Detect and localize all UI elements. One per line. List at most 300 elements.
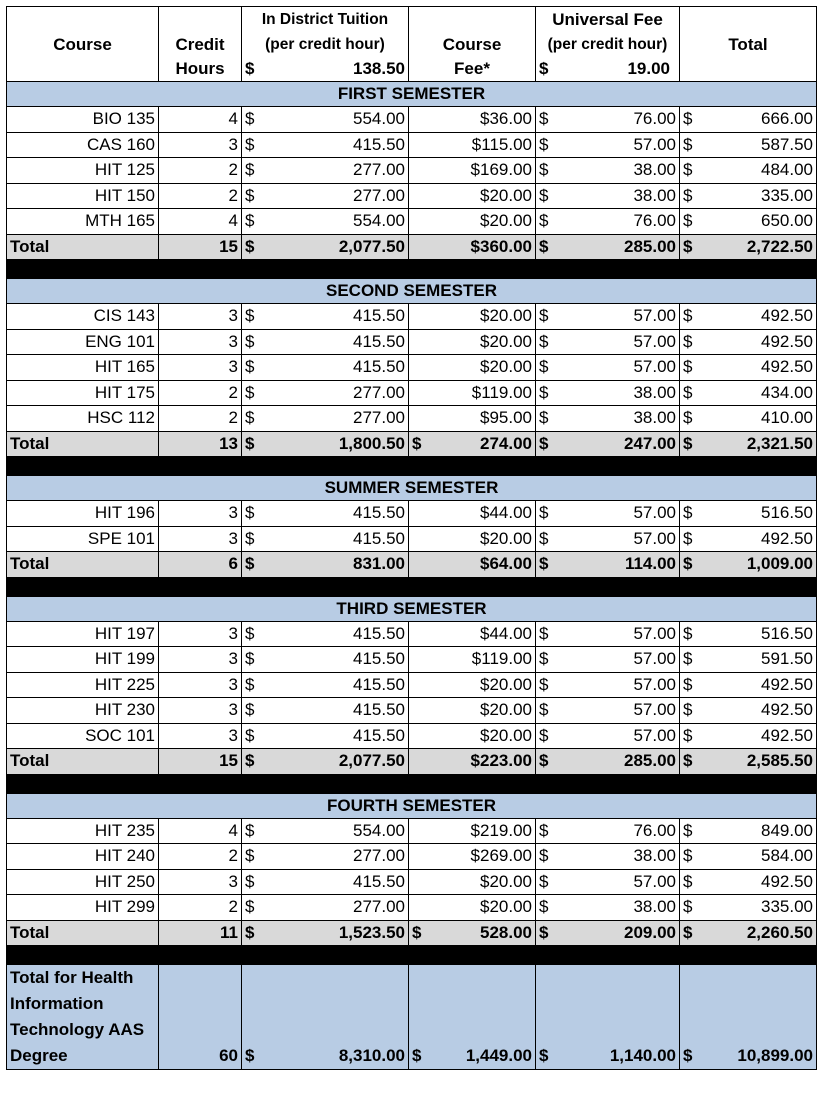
row-total-amount: 335.00	[761, 897, 813, 917]
table-row	[7, 304, 817, 330]
course-fee-amount: $119.00	[471, 649, 532, 669]
dollar-symbol: $	[539, 433, 549, 453]
total-tuition	[242, 552, 409, 578]
credit-hours: 3	[159, 501, 242, 527]
dollar-symbol: $	[683, 134, 693, 154]
course-fee	[409, 526, 536, 552]
row-total-amount: 492.50	[761, 357, 813, 377]
semester-total	[680, 552, 817, 578]
course-code: SOC 101	[7, 723, 159, 749]
row-total-amount: 492.50	[761, 331, 813, 351]
total-credit-hours: 13	[159, 431, 242, 457]
total-tuition	[242, 920, 409, 946]
table-row	[7, 844, 817, 870]
header-credit-line2: Hours	[159, 57, 242, 82]
course-fee-amount: $95.00	[480, 408, 532, 428]
total-tuition	[242, 234, 409, 260]
credit-hours: 2	[159, 844, 242, 870]
dollar-symbol: $	[539, 528, 549, 548]
universal-fee-amount: 57.00	[633, 871, 676, 891]
dollar-symbol: $	[683, 649, 693, 669]
credit-hours: 3	[159, 647, 242, 673]
grand-total-universal-fee	[536, 965, 680, 1070]
tuition-rate-symbol: $	[245, 59, 255, 78]
row-total	[680, 406, 817, 432]
course-fee	[409, 132, 536, 158]
dollar-symbol: $	[412, 1046, 422, 1065]
row-total	[680, 158, 817, 184]
course-code: HIT 125	[7, 158, 159, 184]
tuition-amount: 554.00	[353, 820, 405, 840]
section-divider	[7, 946, 817, 965]
course-code: BIO 135	[7, 107, 159, 133]
dollar-symbol: $	[539, 134, 549, 154]
table-row	[7, 380, 817, 406]
total-credit-hours: 15	[159, 234, 242, 260]
tuition	[242, 672, 409, 698]
tuition-amount: 415.50	[353, 331, 405, 351]
tuition-amount: 277.00	[353, 382, 405, 402]
row-total-amount: 492.50	[761, 700, 813, 720]
total-universal-fee	[536, 234, 680, 260]
course-fee	[409, 818, 536, 844]
tuition	[242, 895, 409, 921]
universal-fee	[536, 723, 680, 749]
dollar-symbol: $	[539, 1046, 549, 1065]
tuition	[242, 526, 409, 552]
semester-total-amount: 2,260.50	[746, 922, 813, 942]
course-fee-amount: $44.00	[480, 623, 532, 643]
universal-fee	[536, 698, 680, 724]
total-tuition	[242, 431, 409, 457]
header-universal-rate-cell	[536, 57, 680, 82]
table-row	[7, 672, 817, 698]
dollar-symbol: $	[539, 846, 549, 866]
universal-fee	[536, 380, 680, 406]
header-tuition-line1: In District Tuition	[242, 7, 409, 32]
header-total-blank-2	[680, 57, 817, 82]
semester-title-row	[7, 476, 817, 501]
tuition-amount: 415.50	[353, 700, 405, 720]
grand-total-course-fee-amount: 1,449.00	[465, 1046, 532, 1065]
row-total-amount: 492.50	[761, 871, 813, 891]
credit-hours: 3	[159, 304, 242, 330]
universal-fee	[536, 844, 680, 870]
course-fee-amount: $20.00	[480, 185, 532, 205]
universal-fee	[536, 647, 680, 673]
row-total-amount: 587.50	[761, 134, 813, 154]
section-divider	[7, 260, 817, 279]
dollar-symbol: $	[683, 408, 693, 428]
universal-fee	[536, 209, 680, 235]
section-divider-bar	[7, 577, 817, 596]
semester-total-amount: 1,009.00	[746, 554, 813, 574]
header-row-3	[7, 57, 817, 82]
total-course-fee	[409, 749, 536, 775]
dollar-symbol: $	[245, 211, 255, 231]
header-total-blank	[680, 7, 817, 32]
universal-fee	[536, 329, 680, 355]
dollar-symbol: $	[245, 357, 255, 377]
dollar-symbol: $	[539, 922, 549, 942]
row-total	[680, 183, 817, 209]
semester-title: SECOND SEMESTER	[7, 279, 817, 304]
dollar-symbol: $	[245, 871, 255, 891]
semester-title: SUMMER SEMESTER	[7, 476, 817, 501]
tuition	[242, 355, 409, 381]
dollar-symbol: $	[683, 160, 693, 180]
course-fee	[409, 844, 536, 870]
tuition	[242, 818, 409, 844]
universal-fee-amount: 76.00	[633, 211, 676, 231]
row-total	[680, 501, 817, 527]
total-universal-fee-amount: 114.00	[624, 554, 676, 574]
dollar-symbol: $	[539, 623, 549, 643]
course-fee	[409, 621, 536, 647]
dollar-symbol: $	[539, 725, 549, 745]
dollar-symbol: $	[539, 236, 549, 256]
course-code: CAS 160	[7, 132, 159, 158]
universal-fee	[536, 132, 680, 158]
row-total-amount: 591.50	[761, 649, 813, 669]
dollar-symbol: $	[539, 649, 549, 669]
tuition-cost-sheet	[6, 6, 816, 1070]
semester-total-row	[7, 431, 817, 457]
table-row	[7, 723, 817, 749]
semester-total-amount: 2,585.50	[746, 751, 813, 771]
universal-fee	[536, 355, 680, 381]
dollar-symbol: $	[683, 185, 693, 205]
grand-total-tuition-amount: 8,310.00	[338, 1046, 405, 1065]
semester-total	[680, 749, 817, 775]
course-fee	[409, 501, 536, 527]
course-fee	[409, 869, 536, 895]
credit-hours: 3	[159, 526, 242, 552]
course-fee	[409, 209, 536, 235]
header-course-blank-2	[7, 57, 159, 82]
universal-fee-amount: 57.00	[633, 306, 676, 326]
total-credit-hours: 11	[159, 920, 242, 946]
credit-hours: 3	[159, 621, 242, 647]
credit-hours: 4	[159, 107, 242, 133]
course-code: HIT 299	[7, 895, 159, 921]
total-course-fee	[409, 920, 536, 946]
credit-hours: 3	[159, 329, 242, 355]
universal-fee-amount: 57.00	[633, 674, 676, 694]
course-code: HIT 199	[7, 647, 159, 673]
course-code: HIT 196	[7, 501, 159, 527]
tuition-amount: 415.50	[353, 871, 405, 891]
course-fee	[409, 698, 536, 724]
tuition-amount: 277.00	[353, 408, 405, 428]
dollar-symbol: $	[683, 236, 693, 256]
dollar-symbol: $	[683, 846, 693, 866]
universal-fee	[536, 501, 680, 527]
universal-fee	[536, 621, 680, 647]
dollar-symbol: $	[539, 408, 549, 428]
universal-fee-amount: 57.00	[633, 623, 676, 643]
row-total-amount: 516.50	[761, 503, 813, 523]
total-course-fee-amount: $360.00	[470, 236, 532, 256]
universal-fee-amount: 57.00	[633, 649, 676, 669]
tuition	[242, 647, 409, 673]
tuition-rate: 138.50	[353, 59, 405, 78]
table-row	[7, 818, 817, 844]
universal-fee-amount: 38.00	[633, 846, 676, 866]
course-fee	[409, 723, 536, 749]
tuition-amount: 554.00	[353, 211, 405, 231]
course-fee-amount: $36.00	[480, 109, 532, 129]
universal-fee-amount: 57.00	[633, 528, 676, 548]
header-coursefee-line1: Course	[409, 32, 536, 57]
dollar-symbol: $	[683, 109, 693, 129]
dollar-symbol: $	[683, 751, 693, 771]
grand-total-amount: 10,899.00	[737, 1046, 813, 1065]
row-total	[680, 869, 817, 895]
table-row	[7, 895, 817, 921]
tuition-amount: 277.00	[353, 160, 405, 180]
total-tuition-amount: 831.00	[353, 554, 405, 574]
row-total	[680, 844, 817, 870]
credit-hours: 4	[159, 209, 242, 235]
course-fee-amount: $219.00	[470, 820, 532, 840]
universal-rate-symbol: $	[539, 59, 549, 78]
dollar-symbol: $	[245, 306, 255, 326]
course-fee-amount: $115.00	[471, 134, 532, 154]
universal-fee	[536, 526, 680, 552]
dollar-symbol: $	[683, 922, 693, 942]
course-code: HIT 175	[7, 380, 159, 406]
universal-fee	[536, 406, 680, 432]
tuition-amount: 415.50	[353, 528, 405, 548]
semester-title-row	[7, 596, 817, 621]
universal-fee	[536, 304, 680, 330]
header-row-2	[7, 32, 817, 57]
tuition	[242, 158, 409, 184]
section-divider-bar	[7, 946, 817, 965]
universal-fee-amount: 76.00	[633, 820, 676, 840]
dollar-symbol: $	[245, 160, 255, 180]
dollar-symbol: $	[245, 331, 255, 351]
dollar-symbol: $	[683, 357, 693, 377]
credit-hours: 4	[159, 818, 242, 844]
table-row	[7, 526, 817, 552]
table-row	[7, 621, 817, 647]
dollar-symbol: $	[245, 649, 255, 669]
dollar-symbol: $	[683, 528, 693, 548]
total-label: Total	[7, 234, 159, 260]
course-fee-amount: $119.00	[471, 382, 532, 402]
total-tuition-amount: 2,077.50	[338, 236, 405, 256]
course-fee	[409, 304, 536, 330]
dollar-symbol: $	[245, 236, 255, 256]
dollar-symbol: $	[539, 871, 549, 891]
dollar-symbol: $	[539, 109, 549, 129]
credit-hours: 3	[159, 355, 242, 381]
course-fee-amount: $20.00	[480, 725, 532, 745]
row-total	[680, 329, 817, 355]
semester-title: FIRST SEMESTER	[7, 82, 817, 107]
credit-hours: 2	[159, 380, 242, 406]
total-universal-fee-amount: 285.00	[624, 751, 676, 771]
course-code: HIT 235	[7, 818, 159, 844]
course-fee	[409, 107, 536, 133]
dollar-symbol: $	[539, 897, 549, 917]
course-fee-amount: $20.00	[480, 357, 532, 377]
row-total-amount: 492.50	[761, 674, 813, 694]
header-row-1	[7, 7, 817, 32]
table-row	[7, 132, 817, 158]
universal-fee	[536, 818, 680, 844]
dollar-symbol: $	[245, 528, 255, 548]
total-label: Total	[7, 920, 159, 946]
row-total	[680, 107, 817, 133]
course-code: HIT 240	[7, 844, 159, 870]
header-credit-line1: Credit	[159, 32, 242, 57]
row-total	[680, 355, 817, 381]
semester-title: FOURTH SEMESTER	[7, 793, 817, 818]
total-tuition-amount: 1,523.50	[338, 922, 405, 942]
semester-total	[680, 234, 817, 260]
credit-hours: 2	[159, 158, 242, 184]
total-course-fee-amount: 274.00	[480, 433, 532, 453]
dollar-symbol: $	[683, 503, 693, 523]
table-row	[7, 406, 817, 432]
dollar-symbol: $	[245, 700, 255, 720]
course-fee-amount: $20.00	[480, 700, 532, 720]
course-fee-amount: $20.00	[480, 674, 532, 694]
tuition-amount: 277.00	[353, 846, 405, 866]
header-total: Total	[680, 32, 817, 57]
dollar-symbol: $	[245, 185, 255, 205]
course-code: HIT 230	[7, 698, 159, 724]
row-total	[680, 380, 817, 406]
dollar-symbol: $	[683, 433, 693, 453]
credit-hours: 3	[159, 132, 242, 158]
dollar-symbol: $	[245, 1046, 255, 1065]
course-fee-amount: $20.00	[480, 528, 532, 548]
row-total	[680, 304, 817, 330]
row-total-amount: 492.50	[761, 528, 813, 548]
tuition-amount: 277.00	[353, 185, 405, 205]
tuition-table	[6, 6, 817, 1070]
tuition	[242, 869, 409, 895]
dollar-symbol: $	[683, 700, 693, 720]
dollar-symbol: $	[683, 306, 693, 326]
total-universal-fee	[536, 431, 680, 457]
universal-fee-amount: 38.00	[633, 897, 676, 917]
course-fee	[409, 380, 536, 406]
row-total	[680, 818, 817, 844]
tuition-amount: 415.50	[353, 725, 405, 745]
semester-total	[680, 920, 817, 946]
course-code: SPE 101	[7, 526, 159, 552]
dollar-symbol: $	[245, 846, 255, 866]
course-fee-amount: $169.00	[470, 160, 532, 180]
course-code: MTH 165	[7, 209, 159, 235]
dollar-symbol: $	[539, 211, 549, 231]
dollar-symbol: $	[539, 382, 549, 402]
universal-fee-amount: 57.00	[633, 357, 676, 377]
course-fee-amount: $44.00	[480, 503, 532, 523]
dollar-symbol: $	[539, 751, 549, 771]
row-total	[680, 723, 817, 749]
dollar-symbol: $	[245, 109, 255, 129]
dollar-symbol: $	[245, 725, 255, 745]
row-total	[680, 895, 817, 921]
grand-total-tuition	[242, 965, 409, 1070]
row-total-amount: 849.00	[761, 820, 813, 840]
header-course-blank	[7, 7, 159, 32]
dollar-symbol: $	[683, 897, 693, 917]
total-course-fee-amount: $64.00	[480, 554, 532, 574]
dollar-symbol: $	[683, 674, 693, 694]
total-course-fee	[409, 552, 536, 578]
dollar-symbol: $	[683, 1046, 693, 1065]
dollar-symbol: $	[245, 382, 255, 402]
credit-hours: 3	[159, 672, 242, 698]
tuition	[242, 107, 409, 133]
grand-total	[680, 965, 817, 1070]
tuition	[242, 723, 409, 749]
dollar-symbol: $	[539, 306, 549, 326]
dollar-symbol: $	[683, 554, 693, 574]
tuition-amount: 415.50	[353, 357, 405, 377]
dollar-symbol: $	[683, 820, 693, 840]
universal-fee-amount: 57.00	[633, 503, 676, 523]
total-label: Total	[7, 749, 159, 775]
semester-title-row	[7, 279, 817, 304]
dollar-symbol: $	[245, 897, 255, 917]
total-course-fee-amount: 528.00	[480, 922, 532, 942]
universal-fee	[536, 183, 680, 209]
course-fee-amount: $20.00	[480, 331, 532, 351]
row-total	[680, 647, 817, 673]
course-fee	[409, 355, 536, 381]
header-coursefee-blank	[409, 7, 536, 32]
total-universal-fee-amount: 209.00	[624, 922, 676, 942]
row-total	[680, 698, 817, 724]
universal-fee-amount: 38.00	[633, 382, 676, 402]
dollar-symbol: $	[539, 700, 549, 720]
course-fee	[409, 183, 536, 209]
course-code: HIT 225	[7, 672, 159, 698]
course-code: HIT 197	[7, 621, 159, 647]
course-code: HSC 112	[7, 406, 159, 432]
semester-total-amount: 2,321.50	[746, 433, 813, 453]
tuition	[242, 501, 409, 527]
course-fee-amount: $20.00	[480, 306, 532, 326]
table-row	[7, 209, 817, 235]
table-row	[7, 869, 817, 895]
dollar-symbol: $	[245, 922, 255, 942]
row-total	[680, 672, 817, 698]
course-fee	[409, 158, 536, 184]
tuition-amount: 415.50	[353, 623, 405, 643]
grand-total-label: Total for Health Information Technology AAS Degree	[7, 965, 159, 1070]
table-row	[7, 329, 817, 355]
total-universal-fee-amount: 247.00	[624, 433, 676, 453]
table-row	[7, 158, 817, 184]
universal-fee	[536, 158, 680, 184]
row-total-amount: 650.00	[761, 211, 813, 231]
total-course-fee	[409, 431, 536, 457]
section-divider	[7, 457, 817, 476]
section-divider-bar	[7, 774, 817, 793]
tuition-amount: 554.00	[353, 109, 405, 129]
total-credit-hours: 6	[159, 552, 242, 578]
header-tuition-rate-cell	[242, 57, 409, 82]
